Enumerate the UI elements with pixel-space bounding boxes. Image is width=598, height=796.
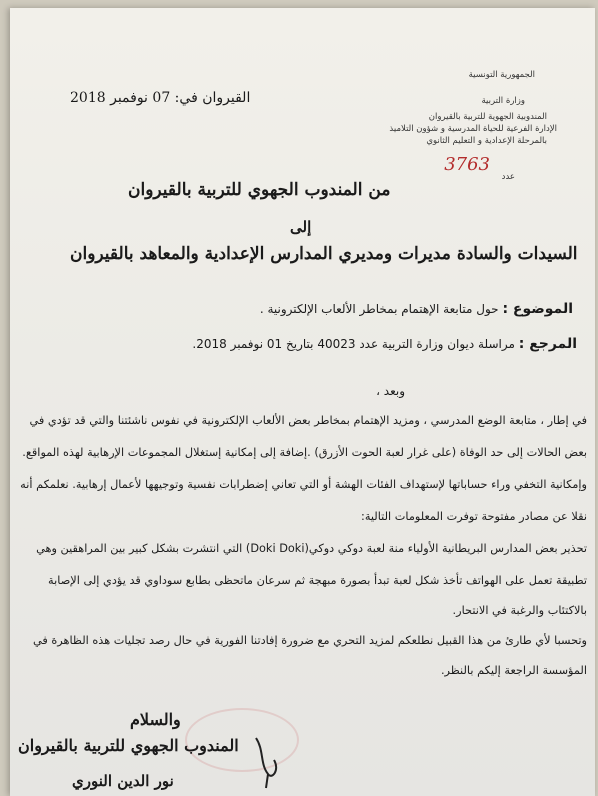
reference-line — [192, 336, 577, 352]
signer-name: نور الدين النوري — [72, 772, 174, 790]
subject-label: الموضوع : — [502, 301, 573, 317]
number-value: 3763 — [444, 154, 490, 175]
letter-sheet — [10, 8, 595, 796]
body-line: نقلا عن مصادر مفتوحة توفرت المعلومات التالية: — [361, 510, 587, 523]
body-line: وتحسبا لأي طارئ من هذا القبيل نطلعكم لمزيد التحري مع ضرورة إفادتنا الفورية في حال رصد تجليات هذه الظاهرة في — [32, 634, 587, 647]
directorate-label: الإدارة الفرعية للحياة المدرسية و شؤون التلاميذ — [389, 124, 557, 134]
subject-line — [260, 301, 573, 317]
reference-label: المرجع : — [518, 336, 577, 352]
subject-text: حول متابعة الإهتمام بمخاطر الألعاب الإلكترونية . — [259, 302, 499, 316]
reference-text: مراسلة ديوان وزارة التربية عدد 40023 بتاريخ 01 نوفمبر 2018. — [192, 337, 515, 351]
body-line: تطبيقة تعمل على الهواتف تأخذ شكل لعبة تبدأ بصورة مبهجة ثم سرعان ماتحظى بطابع سوداوي قد يؤدي إلى الإصابة — [48, 574, 587, 587]
body-line: في إطار ، متابعة الوضع المدرسي ، ومزيد الإهتمام بمخاطر بعض الألعاب الإلكترونية في نفوس ناشئتنا والتي قد تؤدي في — [29, 414, 587, 427]
to-label: إلى — [290, 218, 312, 236]
sender-heading: من المندوب الجهوي للتربية بالقيروان — [128, 180, 391, 200]
signature-mark — [250, 730, 290, 790]
body-line: تحذير بعض المدارس البريطانية الأولياء منة لعبة دوكي دوكي(Doki Doki) التي انتشرت بشكل كبير بين المراهقين وهي — [36, 542, 587, 555]
date-line: القيروان في: 07 نوفمبر 2018 — [70, 90, 251, 106]
closing: والسلام — [130, 710, 181, 729]
body-line: المؤسسة الراجعة إليكم بالنظر. — [440, 664, 587, 677]
body-line: وإمكانية التخفي وراء حساباتها لإستهداف الفئات الهشة أو التي تعاني إضطرابات نفسية وتوجيهها لأعمال إرهابية. نعلمكم أنه — [20, 478, 587, 491]
signature-title: المندوب الجهوي للتربية بالقيروان — [18, 736, 239, 755]
recipients-heading: السيدات والسادة مديرات ومديري المدارس الإعدادية والمعاهد بالقيروان — [70, 244, 578, 264]
stage-label: بالمرحلة الإعدادية و التعليم الثانوي — [426, 136, 547, 146]
regional-office-label: المندوبية الجهوية للتربية بالقيروان — [428, 112, 547, 122]
republic-label: الجمهورية التونسية — [468, 70, 535, 80]
body-line: بالاكتئاب والرغبة في الانتحار. — [452, 604, 587, 617]
ministry-label: وزارة التربية — [481, 96, 525, 106]
number-label: عدد — [501, 172, 515, 182]
greeting: وبعد ، — [376, 384, 405, 398]
body-line: بعض الحالات إلى حد الوفاة (على غرار لعبة الحوت الأزرق) .إضافة إلى إمكانية إستغلال المجموعات الإرهابية لهذه المواقع. — [22, 446, 587, 459]
